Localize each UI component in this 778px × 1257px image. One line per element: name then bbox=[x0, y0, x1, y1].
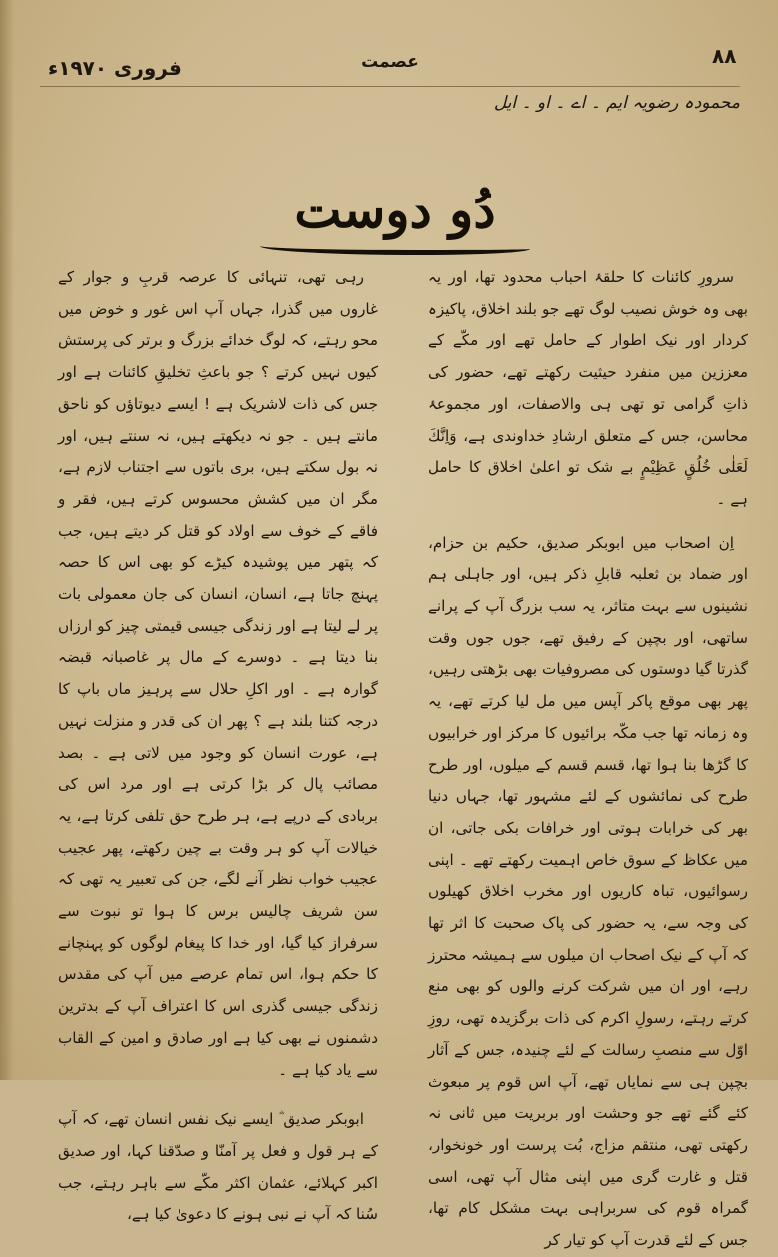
page-header bbox=[0, 0, 778, 90]
paragraph: رہی تھی، تنہائی کا عرصہ قربِ و جوار کے غاروں میں گذرا، جہاں آپ اس غور و خوض میں محو رہتے، کہ لوگ خدائے بزرگ و برتر کی پرستش کیوں نہیں کرتے ؟ جو باعثِ تخلیقِ کائنات ہے اور جس کی ذات لاشریک ہے ! ایسے دیوتاؤں کو ناحق مانتے ہیں ۔ جو نہ دیکھتے ہیں، نہ سنتے ہیں، اور نہ بول سکتے ہیں، بری باتوں سے اجتناب لازم ہے، مگر ان میں کشش محسوس کرتے ہیں، فقر و فاقے کے خوف سے اولاد کو قتل کر دیتے ہیں، جب کہ پتھر میں پوشیدہ کیڑے کو بھی اس کا حصہ پہنچ جاتا ہے، انسان، انسان کی جان معمولی بات پر لے لیتا ہے اور زندگی جیسی قیمتی چیز کو ارزاں بنا دیتا ہے ۔ دوسرے کے مال پر غاصبانہ قبضہ گوارہ ہے ۔ اور اکلِ حلال سے پرہیز ماں باپ کا درجہ کتنا بلند ہے ؟ پھر ان کی قدر و منزلت نہیں ہے، عورت انسان کو وجود میں لاتی ہے ۔ بصد مصائب پال کر بڑا کرتی ہے اور مرد اس کی بربادی کے درپے ہے، ہر طرح حق تلفی کرتا ہے، یہ خیالات آپ کو ہر وقت بے چین رکھتے، پھر عجیب عجیب خواب نظر آنے لگے، جن کی تعبیر یہ تھی کہ سن شریف چالیس برس کا ہوا تو نبوت سے سرفراز کیا گیا، اور خدا کا پیغام لوگوں کو پہنچانے کا حکم ہوا، اس تمام عرصے میں آپ کی مقدس زندگی جیسی گذری اس کا اعتراف آپ کے بدترین دشمنوں نے بھی کیا ہے اور صادق و امین کے القاب سے یاد کیا ہے ۔ bbox=[58, 268, 378, 1079]
paragraph: اِن اصحاب میں ابوبکر صدیق، حکیم بن حزام، اور ضماد بن ثعلبہ قابلِ ذکر ہیں، اور جاہلی ہم نشینوں سے بہت متاثر، یہ سب بزرگ آپ کے پرانے ساتھی، اور بچپن کے رفیق تھے، جوں جوں وقت گذرتا گیا دوستوں کی مصروفیات بھی بڑھتی رہیں، پھر بھی موقع پاکر آپس میں مل لیا کرتے تھے، یہ وہ زمانہ تھا جب مکّہ برائیوں کا مرکز اور خرابیوں کا گڑھا بنا ہوا تھا، قسم قسم کے میلوں، اور طرح طرح کی نمائشوں کے لئے مشہور تھا، جہاں دنیا بھر کی خرابات ہوتی اور خرافات بکی جاتی، ان میں عکاظ کے سوق خاص اہمیت رکھتے تھے ۔ اپنی رسوائیوں، تباہ کاریوں اور مخرب اخلاق کھیلوں کی وجہ سے، یہ حضور کی پاک صحبت کا اثر تھا کہ آپ کے نیک اصحاب ان میلوں سے ہمیشہ محترز رہے، اور ان میں شرکت کرنے والوں کو بھی منع کرتے رہتے، رسولِ اکرم کی ذات برگزیدہ تھی، روزِ اوّل سے منصبِ رسالت کے لئے چنیدہ، جس کے آثار بچپن ہی سے نمایاں تھے، آپ اس قوم پر مبعوث کئے گئے تھے جو وحشت اور بربریت میں ثانی نہ رکھتی تھی، منتقم مزاج، بُت پرست اور خونخوار، قتل و غارت گری میں اپنی مثال آپ تھی، اسی گمراہ قوم کی سربراہی بہت مشکل کام تھا، جس کے لئے قدرت آپ کو تیار کر bbox=[428, 533, 748, 1250]
text-column-left bbox=[58, 262, 378, 1224]
header-rule bbox=[40, 86, 740, 87]
title-flourish bbox=[260, 240, 530, 255]
magazine-name: عصمت bbox=[361, 52, 419, 72]
issue-date: فروری ۱۹۷۰ء bbox=[48, 56, 182, 80]
article-title-block bbox=[250, 180, 540, 260]
article-author: محمودہ رضویہ ایم ۔ اے ۔ او ۔ ایل bbox=[493, 93, 740, 113]
page-number: ۸۸ bbox=[712, 44, 737, 68]
article-title: دُو دوست bbox=[294, 180, 496, 239]
text-column-right bbox=[428, 262, 748, 1250]
paragraph: سرورِ کائنات کا حلقۂ احباب محدود تھا، اور یہ بھی وہ خوش نصیب لوگ تھے جو بلند اخلاق، پاکیزہ کردار اور نیک اطوار کے حامل تھے اور مکّے کے معززین میں منفرد حیثیت رکھتے تھے، حضور کی ذاتِ گرامی تو تھی ہی والاصفات، اور مجموعۂ محاسن، جس کے متعلق ارشادِ خداوندی ہے، وَاِنَّكَ لَعَلٰی خُلُقٍ عَظِیْمٍ بے شک تو اعلیٰ اخلاق کا حامل ہے ۔ bbox=[428, 268, 748, 508]
page-edge-shadow bbox=[0, 0, 14, 1080]
paragraph: ابوبکر صدیق ؓ ایسے نیک نفس انسان تھے، کہ آپ کے ہر قول و فعل پر آمنّا و صدّقنا کہا، اور صدیق اکبر کہلائے، عثمان اکثر مکّے سے باہر رہتے، جب سُنا کہ آپ نے نبی ہونے کا دعویٰ کیا ہے، bbox=[58, 1110, 378, 1224]
